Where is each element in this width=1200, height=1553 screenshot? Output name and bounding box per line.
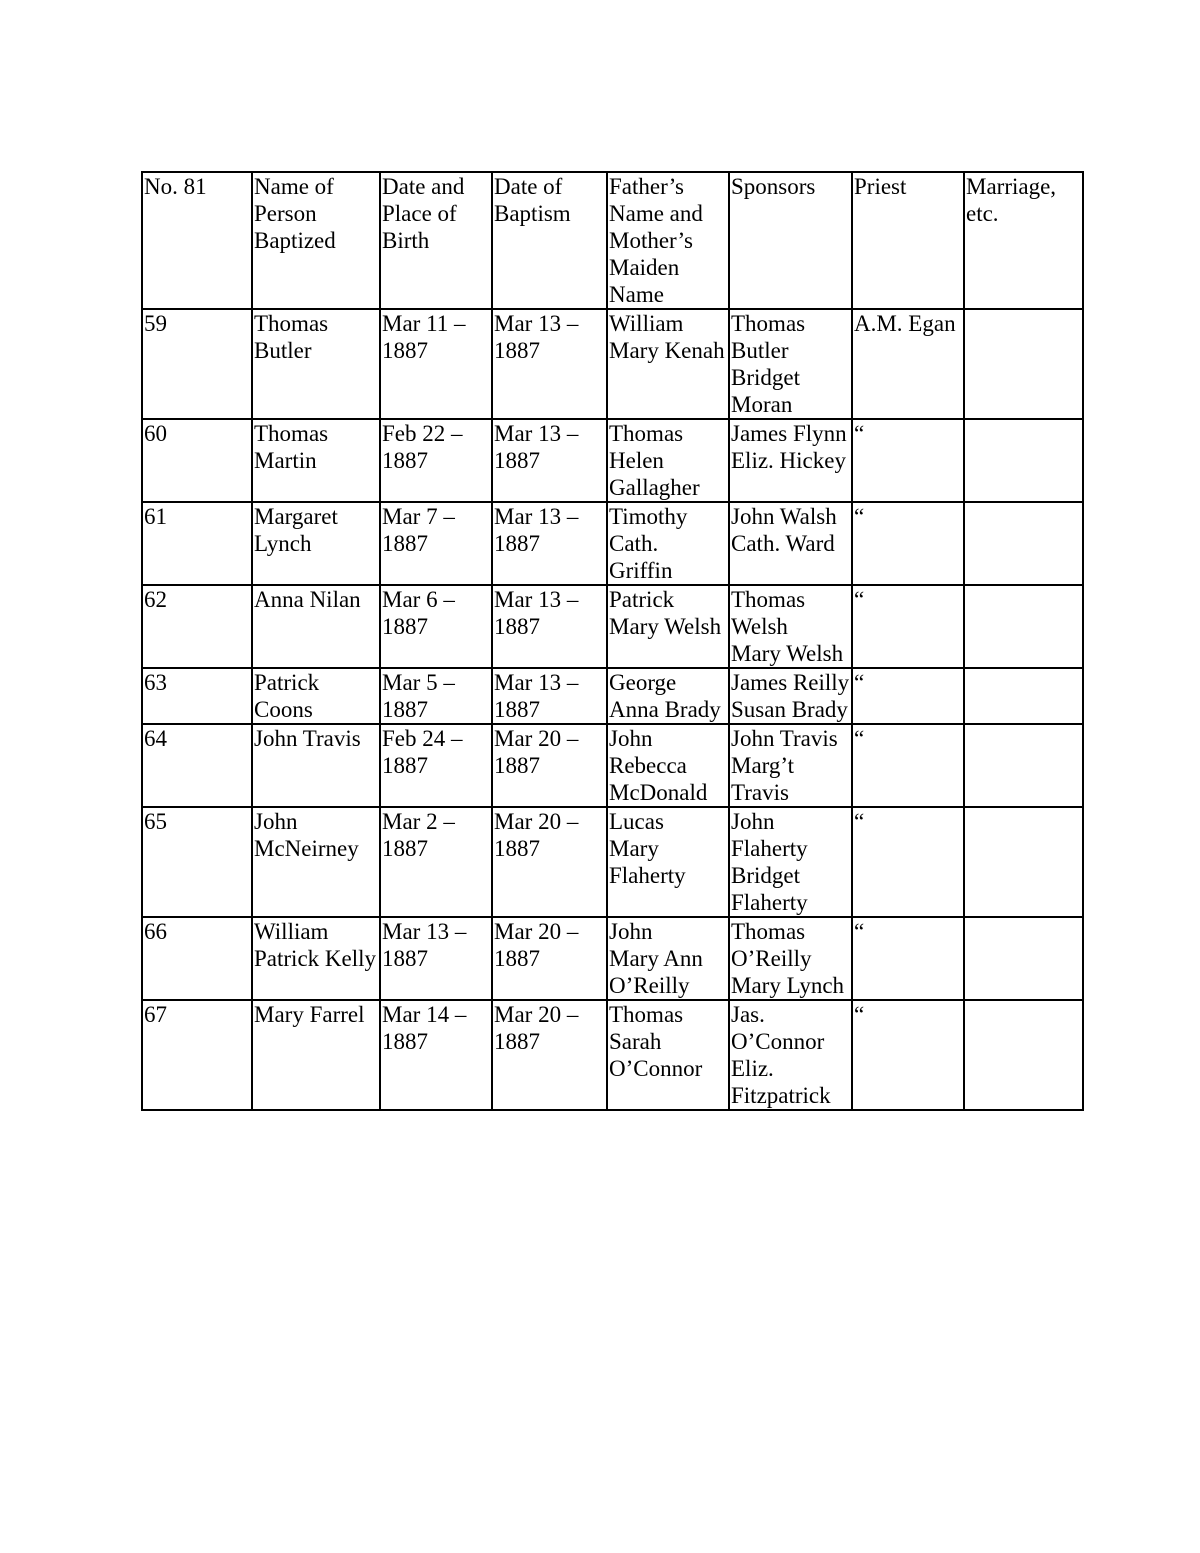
cell-birth: Feb 22 – 1887 (380, 419, 492, 502)
cell-birth: Mar 5 – 1887 (380, 668, 492, 724)
cell-baptism: Mar 13 – 1887 (492, 309, 607, 419)
cell-parents: Lucas Mary Flaherty (607, 807, 729, 917)
cell-parents: John Mary Ann O’Reilly (607, 917, 729, 1000)
table-row (142, 585, 1083, 668)
header-name: Name of Person Baptized (252, 172, 380, 309)
cell-priest: “ (852, 668, 964, 724)
cell-name: Margaret Lynch (252, 502, 380, 585)
cell-number: 61 (142, 502, 252, 585)
cell-name: Anna Nilan (252, 585, 380, 668)
baptism-register-table (141, 171, 1084, 1111)
cell-priest: “ (852, 585, 964, 668)
cell-baptism: Mar 20 – 1887 (492, 724, 607, 807)
table-row (142, 807, 1083, 917)
cell-baptism: Mar 13 – 1887 (492, 502, 607, 585)
cell-sponsors: Thomas Butler Bridget Moran (729, 309, 852, 419)
cell-priest: “ (852, 502, 964, 585)
cell-sponsors: John Flaherty Bridget Flaherty (729, 807, 852, 917)
cell-marriage (964, 668, 1083, 724)
header-priest: Priest (852, 172, 964, 309)
cell-number: 67 (142, 1000, 252, 1110)
cell-marriage (964, 309, 1083, 419)
cell-priest: “ (852, 1000, 964, 1110)
cell-marriage (964, 807, 1083, 917)
cell-sponsors: Jas. O’Connor Eliz. Fitzpatrick (729, 1000, 852, 1110)
cell-birth: Feb 24 – 1887 (380, 724, 492, 807)
cell-name: Mary Farrel (252, 1000, 380, 1110)
cell-priest: “ (852, 724, 964, 807)
cell-number: 60 (142, 419, 252, 502)
header-birth: Date and Place of Birth (380, 172, 492, 309)
table-row (142, 724, 1083, 807)
cell-parents: William Mary Kenah (607, 309, 729, 419)
table-row (142, 502, 1083, 585)
cell-baptism: Mar 20 – 1887 (492, 1000, 607, 1110)
cell-priest: “ (852, 917, 964, 1000)
cell-number: 66 (142, 917, 252, 1000)
cell-marriage (964, 502, 1083, 585)
cell-number: 64 (142, 724, 252, 807)
cell-baptism: Mar 20 – 1887 (492, 807, 607, 917)
cell-parents: Timothy Cath. Griffin (607, 502, 729, 585)
cell-sponsors: Thomas Welsh Mary Welsh (729, 585, 852, 668)
header-baptism: Date of Baptism (492, 172, 607, 309)
cell-birth: Mar 7 – 1887 (380, 502, 492, 585)
cell-sponsors: John Travis Marg’t Travis (729, 724, 852, 807)
cell-name: Thomas Butler (252, 309, 380, 419)
cell-number: 65 (142, 807, 252, 917)
cell-birth: Mar 6 – 1887 (380, 585, 492, 668)
cell-marriage (964, 419, 1083, 502)
cell-name: William Patrick Kelly (252, 917, 380, 1000)
header-marriage: Marriage, etc. (964, 172, 1083, 309)
cell-parents: John Rebecca McDonald (607, 724, 729, 807)
cell-sponsors: James Reilly Susan Brady (729, 668, 852, 724)
cell-priest: A.M. Egan (852, 309, 964, 419)
table-row (142, 668, 1083, 724)
table-row (142, 419, 1083, 502)
cell-marriage (964, 585, 1083, 668)
cell-name: Patrick Coons (252, 668, 380, 724)
header-number: No. 81 (142, 172, 252, 309)
cell-baptism: Mar 20 – 1887 (492, 917, 607, 1000)
cell-name: Thomas Martin (252, 419, 380, 502)
header-sponsors: Sponsors (729, 172, 852, 309)
table-row (142, 917, 1083, 1000)
cell-birth: Mar 2 – 1887 (380, 807, 492, 917)
cell-sponsors: John Walsh Cath. Ward (729, 502, 852, 585)
cell-parents: George Anna Brady (607, 668, 729, 724)
header-parents: Father’s Name and Mother’s Maiden Name (607, 172, 729, 309)
cell-marriage (964, 1000, 1083, 1110)
cell-sponsors: Thomas O’Reilly Mary Lynch (729, 917, 852, 1000)
cell-parents: Thomas Helen Gallagher (607, 419, 729, 502)
table-row (142, 1000, 1083, 1110)
cell-baptism: Mar 13 – 1887 (492, 585, 607, 668)
cell-birth: Mar 14 – 1887 (380, 1000, 492, 1110)
cell-priest: “ (852, 807, 964, 917)
cell-marriage (964, 724, 1083, 807)
cell-parents: Thomas Sarah O’Connor (607, 1000, 729, 1110)
cell-number: 63 (142, 668, 252, 724)
cell-birth: Mar 11 – 1887 (380, 309, 492, 419)
cell-baptism: Mar 13 – 1887 (492, 668, 607, 724)
cell-baptism: Mar 13 – 1887 (492, 419, 607, 502)
cell-marriage (964, 917, 1083, 1000)
cell-number: 62 (142, 585, 252, 668)
cell-name: John McNeirney (252, 807, 380, 917)
header-row (142, 172, 1083, 309)
table-row (142, 309, 1083, 419)
cell-birth: Mar 13 – 1887 (380, 917, 492, 1000)
cell-sponsors: James Flynn Eliz. Hickey (729, 419, 852, 502)
cell-number: 59 (142, 309, 252, 419)
cell-parents: Patrick Mary Welsh (607, 585, 729, 668)
cell-priest: “ (852, 419, 964, 502)
cell-name: John Travis (252, 724, 380, 807)
